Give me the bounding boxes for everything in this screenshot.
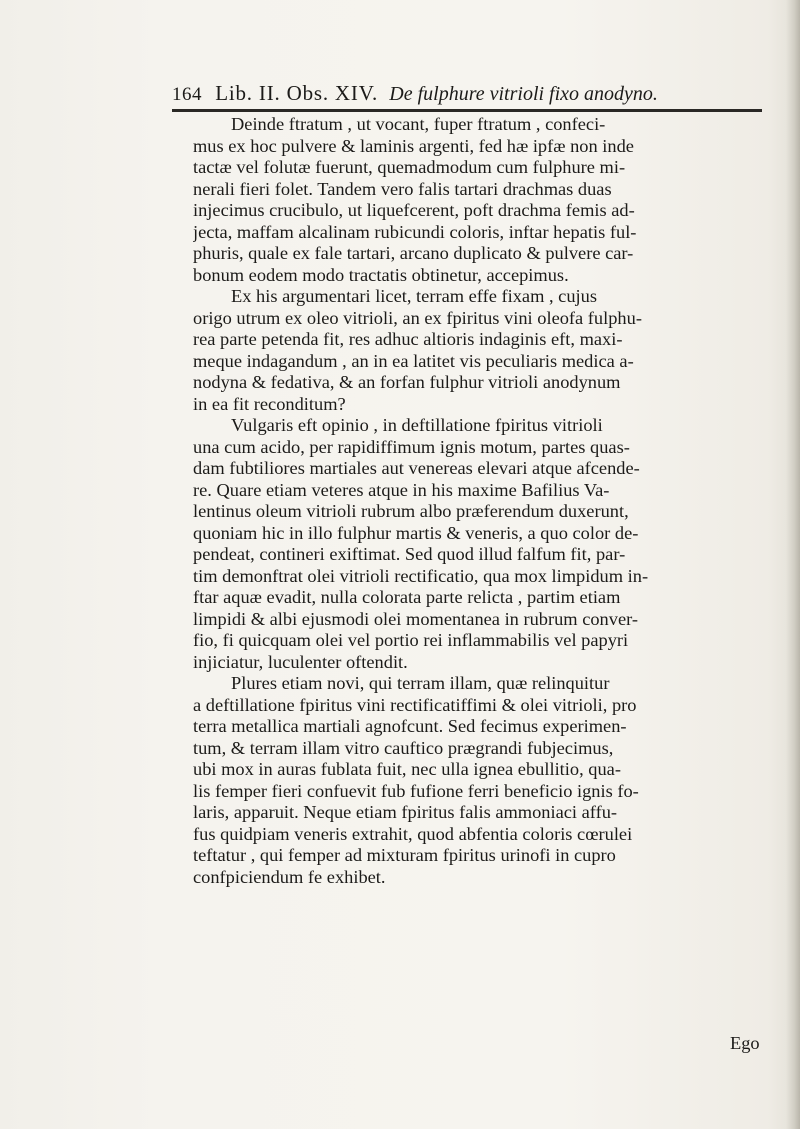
text-line: mus ex hoc pulvere & laminis argenti, fed hæ ipfæ non inde — [193, 135, 634, 156]
text-line: injiciatur, luculenter oftendit. — [193, 651, 408, 672]
text-line: laris, apparuit. Neque etiam fpiritus falis ammoniaci affu- — [193, 802, 618, 822]
text-body — [193, 114, 773, 888]
text-line: fus quidpiam veneris extrahit, quod abfentia coloris cœrulei — [193, 823, 633, 844]
text-line: pendeat, contineri exiftimat. Sed quod illud falfum fit, par- — [193, 544, 626, 564]
text-line: ftar aquæ evadit, nulla colorata parte relicta , partim etiam — [193, 587, 621, 607]
text-line: confpiciendum fe exhibet. — [193, 866, 386, 887]
text-line: Ex his argumentari licet, terram effe fixam , cujus — [231, 286, 597, 306]
text-line: terra metallica martiali agnofcunt. Sed fecimus experimen- — [193, 716, 627, 736]
text-line: in ea fit reconditum? — [193, 393, 346, 414]
header-rule — [172, 109, 762, 112]
text-line: una cum acido, per rapidiffimum ignis motum, partes quas- — [193, 436, 630, 457]
text-line: ubi mox in auras fublata fuit, nec ulla ignea ebullitio, qua- — [193, 759, 621, 779]
text-line: tim demonftrat olei vitrioli rectificatio, qua mox limpidum in- — [193, 565, 649, 586]
running-title: De fulphure vitrioli fixo anodyno. — [389, 83, 658, 105]
running-header — [172, 78, 772, 108]
text-line: phuris, quale ex fale tartari, arcano duplicato & pulvere car- — [193, 243, 634, 263]
text-line: a deftillatione fpiritus vini rectificatiffimi & olei vitrioli, pro — [193, 694, 637, 715]
book-observation-label: Lib. II. Obs. XIV. — [215, 81, 379, 105]
text-line: rea parte petenda fit, res adhuc altioris indaginis eft, maxi- — [193, 329, 623, 349]
text-line: Vulgaris eft opinio , in deftillatione fpiritus vitrioli — [231, 415, 603, 435]
catchword: Ego — [730, 1033, 760, 1053]
text-line: Deinde ftratum , ut vocant, fuper ftratum , confeci- — [231, 114, 606, 134]
text-line: quoniam hic in illo fulphur martis & veneris, a quo color de- — [193, 522, 639, 543]
text-line: bonum eodem modo tractatis obtinetur, accepimus. — [193, 264, 569, 285]
text-line: tum, & terram illam vitro cauftico prægrandi fubjecimus, — [193, 737, 614, 758]
text-line: tactæ vel folutæ fuerunt, quemadmodum cum fulphure mi- — [193, 157, 626, 177]
text-line: teftatur , qui femper ad mixturam fpiritus urinofi in cupro — [193, 845, 616, 865]
text-line: fio, fi quicquam olei vel portio rei inflammabilis vel papyri — [193, 630, 629, 650]
text-line: dam fubtiliores martiales aut venereas elevari atque afcende- — [193, 458, 640, 478]
text-line: lentinus oleum vitrioli rubrum albo præferendum duxerunt, — [193, 501, 629, 521]
text-line: origo utrum ex oleo vitrioli, an ex fpiritus vini oleofa fulphu- — [193, 307, 642, 328]
text-line: nerali fieri folet. Tandem vero falis tartari drachmas duas — [193, 178, 612, 199]
text-line: jecta, maffam alcalinam rubicundi coloris, inftar hepatis ful- — [193, 221, 637, 242]
text-line: re. Quare etiam veteres atque in his maxime Bafilius Va- — [193, 479, 610, 500]
text-line: lis femper fieri confuevit fub fufione ferri beneficio ignis fo- — [193, 780, 639, 801]
text-line: Plures etiam novi, qui terram illam, quæ relinquitur — [231, 673, 610, 693]
page-number: 164 — [172, 84, 202, 105]
text-line: limpidi & albi ejusmodi olei momentanea in rubrum conver- — [193, 608, 638, 629]
page-edge-shadow — [786, 0, 800, 1129]
text-line: injecimus crucibulo, ut liquefcerent, poft drachma femis ad- — [193, 200, 635, 220]
text-line: meque indagandum , an in ea latitet vis peculiaris medica a- — [193, 350, 634, 371]
text-line: nodyna & fedativa, & an forfan fulphur vitrioli anodynum — [193, 372, 621, 392]
